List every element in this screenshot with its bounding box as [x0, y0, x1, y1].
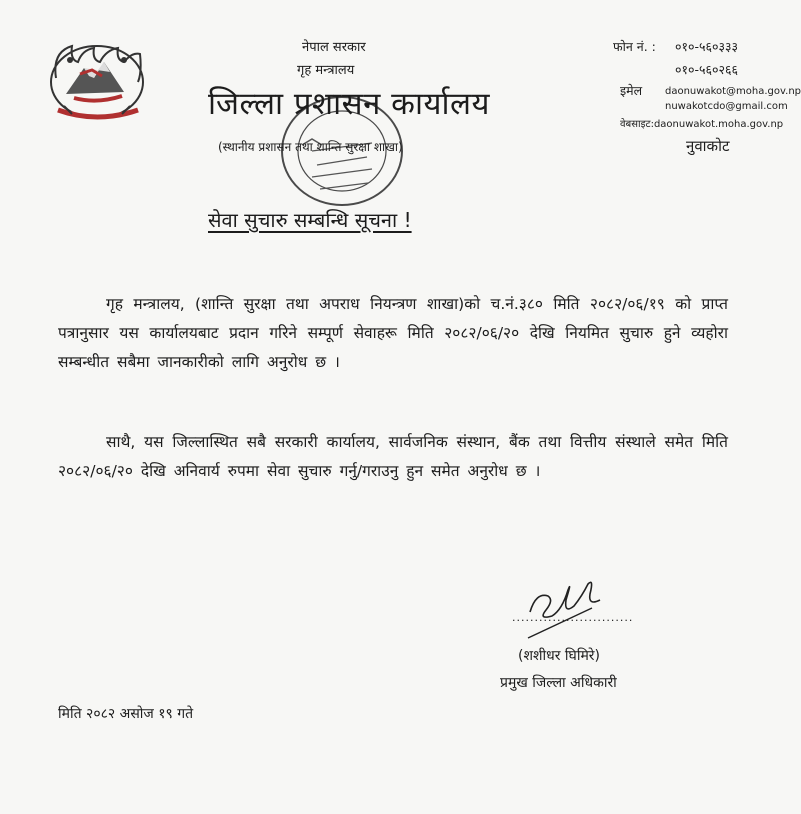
signature-line: ........................... — [512, 611, 634, 624]
website: वेबसाइट:daonuwakot.moha.gov.np — [620, 119, 784, 130]
email-label: इमेल — [620, 83, 643, 98]
government-name: नेपाल सरकार — [302, 40, 366, 55]
phone-label: फोन नं. : — [613, 39, 656, 54]
phone-number-1: ०१०-५६०३३३ — [675, 39, 739, 54]
email-address-2: nuwakotcdo@gmail.com — [665, 101, 788, 112]
phone-number-2: ०१०-५६०२६६ — [675, 62, 739, 77]
signer-name: (शशीधर घिमिरे) — [518, 648, 600, 664]
nepal-emblem-icon — [42, 32, 152, 122]
signature-icon — [508, 570, 608, 640]
notice-paragraph-1: गृह मन्त्रालय, (शान्ति सुरक्षा तथा अपराध नियन्त्रण शाखा)को च.नं.३८० मिति २०८२/०६/१९ को प्राप्त पत्रानुसार यस कार्यालयबाट प्रदान गरिने सम्पूर्ण सेवाहरू मिति २०८२/०६/२० देखि नियमित सुचारु हुने व्यहोरा सम्बन्धीत सबैमा जानकारीको लागि अनुरोध छ । — [58, 295, 728, 371]
branch-subtitle: (स्थानीय प्रशासन तथा शान्ति सुरक्षा शाखा) — [218, 140, 403, 154]
office-title: जिल्ला प्रशासन कार्यालय — [208, 86, 491, 122]
notice-date: मिति २०८२ असोज १९ गते — [58, 706, 194, 722]
signer-designation: प्रमुख जिल्ला अधिकारी — [500, 675, 617, 691]
ministry-name: गृह मन्त्रालय — [297, 63, 355, 78]
email-address-1: daonuwakot@moha.gov.np — [665, 86, 801, 97]
district-name: नुवाकोट — [686, 137, 730, 155]
notice-paragraph-2: साथै, यस जिल्लास्थित सबै सरकारी कार्यालय, सार्वजनिक संस्थान, बैंक तथा वित्तीय संस्थाले समेत मिति २०८२/०६/२० देखि अनिवार्य रुपमा सेवा सुचारु गर्नु/गराउनु हुन समेत अनुरोध छ । — [58, 433, 728, 480]
notice-title: सेवा सुचारु सम्बन्धि सूचना ! — [208, 208, 412, 232]
